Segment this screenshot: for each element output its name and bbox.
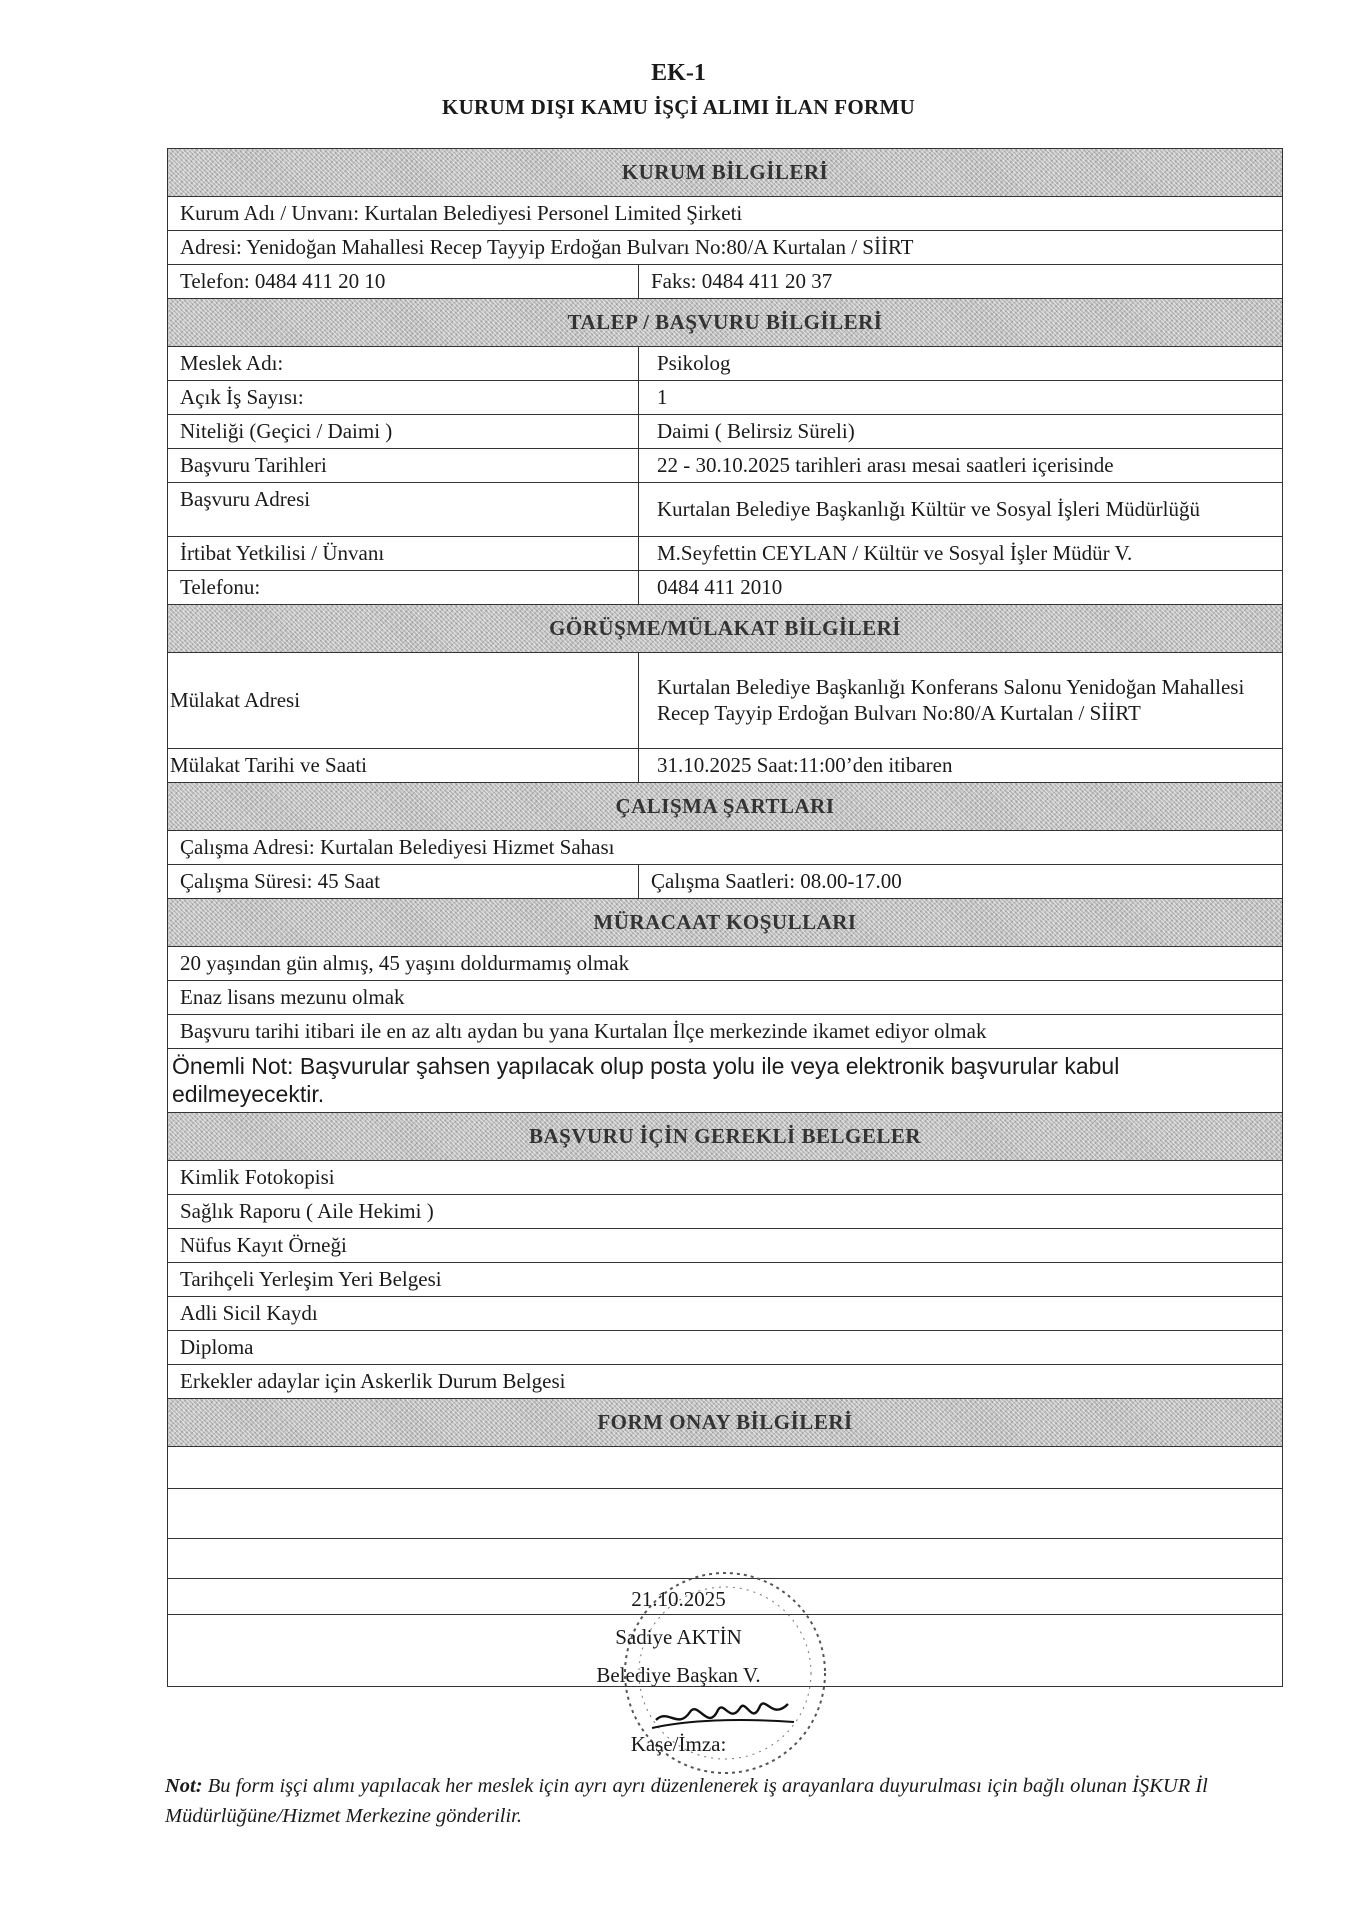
talep-label: Açık İş Sayısı: <box>168 381 639 415</box>
section-talep-header: TALEP / BAŞVURU BİLGİLERİ <box>168 299 1283 347</box>
talep-value: 1 <box>639 381 1283 415</box>
belge-item: Sağlık Raporu ( Aile Hekimi ) <box>168 1195 1283 1229</box>
belge-item: Adli Sicil Kaydı <box>168 1297 1283 1331</box>
talep-label: Başvuru Tarihleri <box>168 449 639 483</box>
calisma-saatler: Çalışma Saatleri: 08.00-17.00 <box>639 865 1283 899</box>
muracaat-item: 20 yaşından gün almış, 45 yaşını doldurmamış olmak <box>168 947 1283 981</box>
mulakat-tarih-value: 31.10.2025 Saat:11:00’den itibaren <box>639 749 1283 783</box>
talep-label: Niteliği (Geçici / Daimi ) <box>168 415 639 449</box>
section-muracaat-header: MÜRACAAT KOŞULLARI <box>168 899 1283 947</box>
form-table <box>167 148 1283 1687</box>
onay-row <box>168 1539 1283 1579</box>
form-code: EK-1 <box>651 60 706 86</box>
belge-item: Erkekler adaylar için Askerlik Durum Belgesi <box>168 1365 1283 1399</box>
form-title: KURUM DIŞI KAMU İŞÇİ ALIMI İLAN FORMU <box>441 95 916 119</box>
section-belgeler-header: BAŞVURU İÇİN GEREKLİ BELGELER <box>168 1113 1283 1161</box>
onay-row <box>168 1489 1283 1539</box>
mulakat-tarih-label: Mülakat Tarihi ve Saati <box>168 749 639 783</box>
talep-label: Başvuru Adresi <box>168 483 639 537</box>
calisma-sure: Çalışma Süresi: 45 Saat <box>168 865 639 899</box>
belge-item: Diploma <box>168 1331 1283 1365</box>
talep-label: Meslek Adı: <box>168 347 639 381</box>
muracaat-note: Önemli Not: Başvurular şahsen yapılacak olup posta yolu ile veya elektronik başvurular kabul edilmeyecektir. <box>168 1049 1283 1113</box>
stamp-label: Kaşe/İmza: <box>630 1732 727 1756</box>
kurum-adres: Adresi: Yenidoğan Mahallesi Recep Tayyip Erdoğan Bulvarı No:80/A Kurtalan / SİİRT <box>168 231 1283 265</box>
kurum-faks: Faks: 0484 411 20 37 <box>639 265 1283 299</box>
muracaat-item: Başvuru tarihi itibari ile en az altı aydan bu yana Kurtalan İlçe merkezinde ikamet ediyor olmak <box>168 1015 1283 1049</box>
talep-value: Kurtalan Belediye Başkanlığı Kültür ve Sosyal İşleri Müdürlüğü <box>639 483 1283 537</box>
footer-note <box>165 1772 1265 1831</box>
onay-date: 21.10.2025 <box>631 1587 726 1611</box>
onay-row <box>168 1447 1283 1489</box>
section-kurum-header: KURUM BİLGİLERİ <box>168 149 1283 197</box>
belge-item: Nüfus Kayıt Örneği <box>168 1229 1283 1263</box>
mulakat-adres-label: Mülakat Adresi <box>168 653 639 749</box>
kurum-telefon: Telefon: 0484 411 20 10 <box>168 265 639 299</box>
talep-value: M.Seyfettin CEYLAN / Kültür ve Sosyal İşler Müdür V. <box>639 537 1283 571</box>
onay-title: Belediye Başkan V. <box>596 1663 761 1687</box>
talep-label: Telefonu: <box>168 571 639 605</box>
calisma-adres: Çalışma Adresi: Kurtalan Belediyesi Hizmet Sahası <box>168 831 1283 865</box>
section-calisma-header: ÇALIŞMA ŞARTLARI <box>168 783 1283 831</box>
talep-value: Daimi ( Belirsiz Süreli) <box>639 415 1283 449</box>
talep-value: 0484 411 2010 <box>639 571 1283 605</box>
section-onay-header: FORM ONAY BİLGİLERİ <box>168 1399 1283 1447</box>
footer-text: Bu form işçi alımı yapılacak her meslek için ayrı ayrı düzenlenerek iş arayanlara duyurulması için bağlı olunan İŞKUR İl Müdürlüğüne/Hizmet Merkezine gönderilir. <box>165 1775 1208 1827</box>
talep-label: İrtibat Yetkilisi / Ünvanı <box>168 537 639 571</box>
mulakat-adres-value: Kurtalan Belediye Başkanlığı Konferans Salonu Yenidoğan Mahallesi Recep Tayyip Erdoğan Bulvarı No:80/A Kurtalan / SİİRT <box>639 653 1283 749</box>
talep-value: 22 - 30.10.2025 tarihleri arası mesai saatleri içerisinde <box>639 449 1283 483</box>
talep-value: Psikolog <box>639 347 1283 381</box>
kurum-adi: Kurum Adı / Unvanı: Kurtalan Belediyesi Personel Limited Şirketi <box>168 197 1283 231</box>
section-mulakat-header: GÖRÜŞME/MÜLAKAT BİLGİLERİ <box>168 605 1283 653</box>
belge-item: Tarihçeli Yerleşim Yeri Belgesi <box>168 1263 1283 1297</box>
muracaat-item: Enaz lisans mezunu olmak <box>168 981 1283 1015</box>
belge-item: Kimlik Fotokopisi <box>168 1161 1283 1195</box>
onay-name: Sadiye AKTİN <box>615 1625 742 1649</box>
footer-prefix: Not: <box>165 1775 203 1797</box>
